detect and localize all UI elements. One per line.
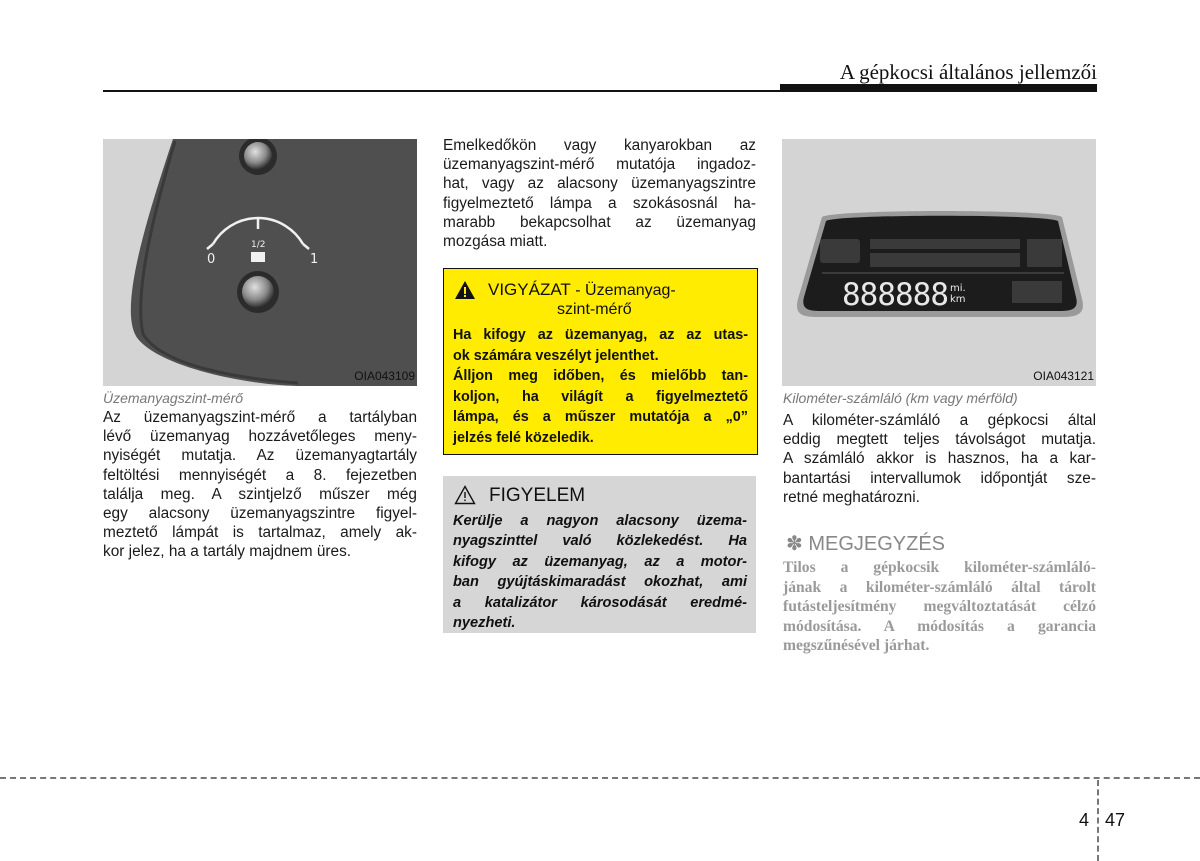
text-line: mozgása miatt. [443, 233, 548, 251]
right-body-text [783, 411, 1096, 507]
text-line: Kerülje a nagyon alacsony üzema- [453, 513, 747, 529]
gauge-full-label: 1 [310, 252, 319, 267]
text-line: ban gyújtáskimaradást okozhat, ami [453, 574, 747, 591]
text-line: Álljon meg időben, és mielőbb tan- [453, 368, 748, 384]
caution-title: FIGYELEM [489, 485, 586, 506]
page-header-title: A gépkocsi általános jellemzői [839, 60, 1097, 84]
gauge-empty-label: 0 [207, 252, 216, 267]
note-star-icon: ✽ [786, 533, 803, 555]
note-title-text: MEGJEGYZÉS [808, 533, 946, 555]
text-line: megszűnésével járhat. [783, 637, 930, 654]
left-body-text [103, 408, 417, 562]
chapter-number: 4 [1079, 810, 1090, 830]
text-line: kor jelez, ha a tartály majdnem üres. [103, 543, 352, 561]
page-number: 47 [1105, 810, 1126, 830]
text-line: Az üzemanyagszint-mérő a tartályban [103, 409, 417, 426]
warning-text [453, 325, 748, 448]
text-line: üzemanyagszint-mérő mutatója ingadoz- [443, 156, 756, 174]
fuel-gauge-illustration [103, 139, 417, 386]
text-line: figyelmeztető lámpa a szokásosnál ha- [443, 194, 756, 212]
fuel-gauge-figure [103, 139, 417, 386]
text-line: módosítása. A módosítás a garancia [783, 617, 1096, 635]
text-line: Ha kifogy az üzemanyag, az az utas- [453, 327, 748, 343]
odometer-illustration [782, 139, 1096, 386]
note-title [786, 531, 945, 556]
text-line: nyiségét mutatja. Az üzemanyagtartály [103, 447, 417, 465]
text-line: A kilométer-számláló a gépkocsi által [783, 412, 1096, 429]
caution-text [453, 511, 747, 633]
text-line: lámpa, és a műszer mutatója a „0” [453, 409, 748, 425]
warning-box [443, 268, 758, 455]
gauge-half-label: 1/2 [251, 240, 266, 250]
text-line: retné meghatározni. [783, 488, 920, 506]
text-line: a katalizátor károsodását eredmé- [453, 594, 747, 611]
text-line: hat, vagy az alacsony üzemanyagszintre [443, 175, 756, 193]
odometer-digits: 888888 [842, 277, 948, 313]
text-line: jának a kilométer-számláló által tárolt [783, 578, 1096, 596]
text-line: eddig megtett teljes távolságot mutatja. [783, 431, 1096, 449]
odometer-unit-mi: mi. [950, 283, 966, 294]
text-line: kifogy az üzemanyag, az a motor- [453, 553, 747, 570]
text-line: bantartási intervallumok időpontját sze- [783, 469, 1096, 487]
text-line: ok számára veszélyt jelenthet. [453, 347, 659, 364]
text-line: nyezheti. [453, 615, 516, 632]
warning-title [488, 280, 676, 300]
warning-title-sub2: szint-mérő [557, 301, 632, 318]
warning-title-main: VIGYÁZAT [488, 280, 571, 299]
caution-triangle-icon [454, 485, 476, 505]
header-rule-thick [780, 84, 1097, 92]
footer-dashed-divider [1097, 780, 1099, 861]
figure-code: OIA043121 [1033, 369, 1094, 383]
odometer-unit-km: km [950, 294, 966, 305]
footer-dashed-rule [0, 777, 1200, 779]
text-line: marabb bekapcsolhat az üzemanyag [443, 213, 756, 231]
warning-triangle-icon [454, 280, 476, 300]
fuel-pump-icon [251, 252, 265, 262]
figure-caption: Kilométer-számláló (km vagy mérföld) [783, 390, 1018, 406]
text-line: egy alacsony üzemanyagszintre figyel- [103, 505, 417, 523]
text-line: feltöltési mennyiségét a 8. fejezetben [103, 466, 417, 484]
text-line: futásteljesítmény megváltoztatását célzó [783, 598, 1096, 615]
figure-code: OIA043109 [354, 369, 415, 383]
text-line: meztető lámpát is tartalmaz, amely ak- [103, 524, 417, 542]
odometer-figure [782, 139, 1096, 386]
text-line: koljon, ha világít a figyelmeztető [453, 388, 748, 405]
text-line: lévő üzemanyag hozzávetőleges meny- [103, 428, 417, 446]
note-text [783, 558, 1096, 656]
middle-intro-text [443, 136, 756, 251]
text-line: Emelkedőkön vagy kanyarokban az [443, 137, 756, 154]
text-line: Tilos a gépkocsik kilométer-számláló- [783, 559, 1096, 576]
text-line: A számláló akkor is hasznos, ha a kar- [783, 450, 1096, 468]
text-line: jelzés felé közeledik. [453, 429, 594, 446]
text-line: találja meg. A szintjelző műszer még [103, 485, 417, 503]
warning-title-sub: - Üzemanyag- [570, 282, 676, 299]
text-line: nyagszinttel való közlekedést. Ha [453, 533, 747, 550]
caution-box [443, 476, 756, 633]
figure-caption: Üzemanyagszint-mérő [103, 390, 244, 406]
